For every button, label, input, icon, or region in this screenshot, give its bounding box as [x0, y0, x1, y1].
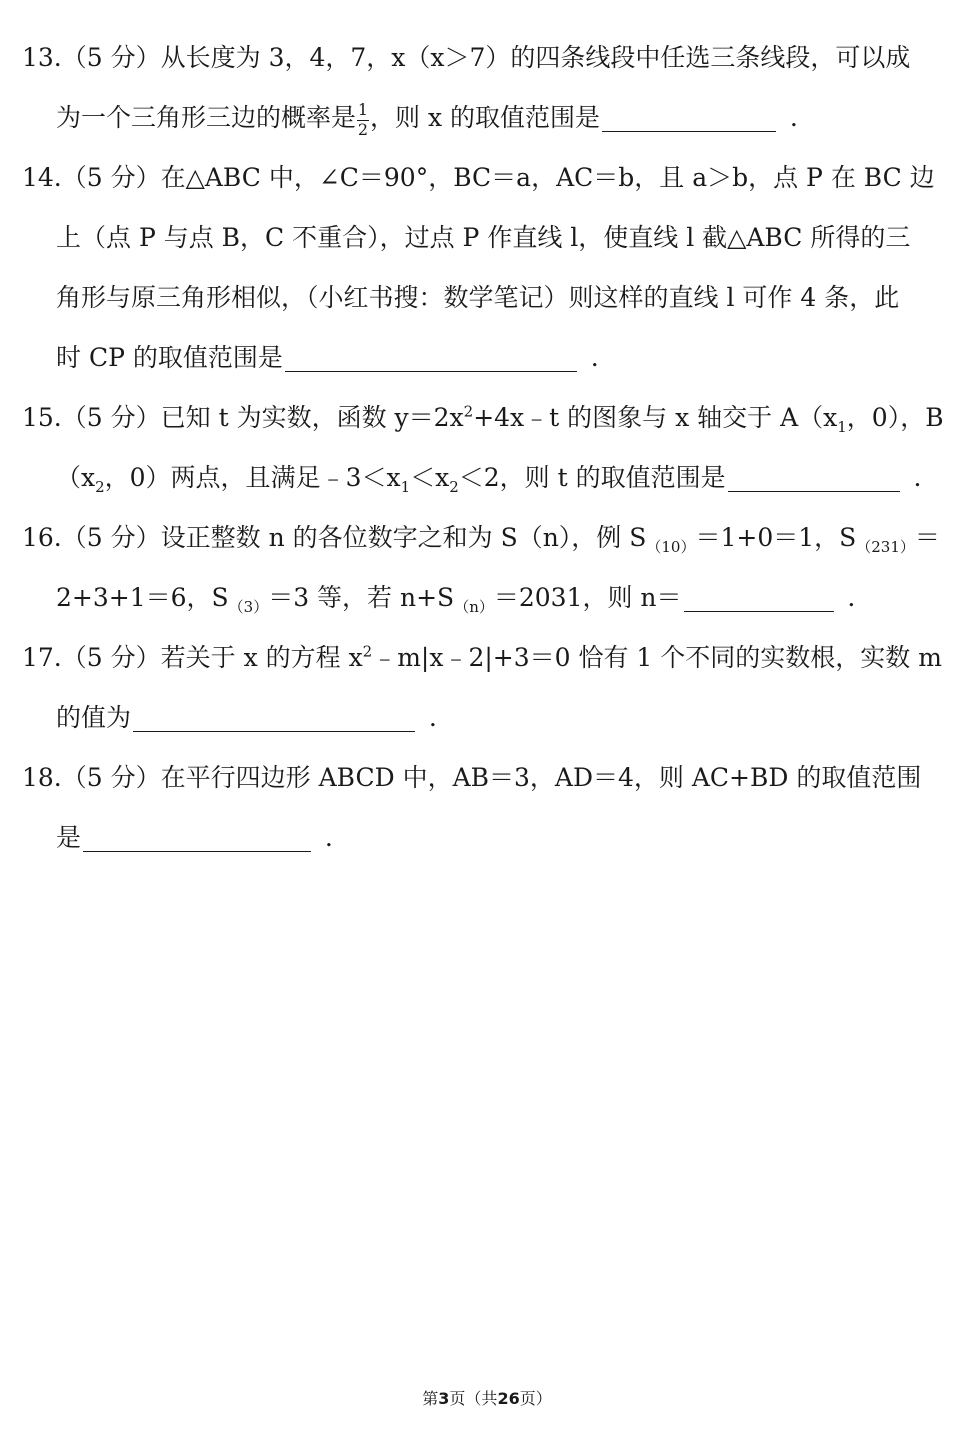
- question-score: （5 分）: [61, 163, 161, 192]
- subscript: 1: [837, 418, 847, 436]
- question-text: ，0）两点，且满足﹣3＜x: [104, 463, 401, 492]
- question-end-mark: ．: [590, 343, 616, 372]
- page-footer: [0, 1388, 974, 1410]
- question-13-line-2: [56, 99, 816, 139]
- question-16-line-2: [56, 581, 873, 615]
- question-end-mark: ．: [847, 583, 873, 612]
- question-text: 是: [56, 823, 82, 852]
- question-17-line-2: [56, 701, 454, 735]
- question-text: 在△ABC 中，∠C＝90°，BC＝a，AC＝b，且 a＞b，点 P 在 BC 边: [160, 163, 935, 192]
- question-14-line-2: [56, 221, 910, 255]
- question-number: 14.: [22, 163, 62, 192]
- question-end-mark: ．: [790, 103, 816, 132]
- question-score: （5 分）: [61, 523, 161, 552]
- question-text: ﹣m|x﹣2|+3＝0 恰有 1 个不同的实数根，实数 m: [372, 643, 942, 672]
- subscript: （n）: [454, 598, 494, 616]
- question-text: +4x﹣t 的图象与 x 轴交于 A（x: [473, 403, 838, 432]
- question-text: ＝1+0＝1，S: [695, 523, 857, 552]
- question-end-mark: ．: [325, 823, 351, 852]
- answer-blank-14[interactable]: [285, 347, 577, 372]
- question-text: 已知 t 为实数，函数 y＝2x: [160, 403, 464, 432]
- fraction-numerator: 1: [357, 99, 369, 119]
- question-text: ，0），B: [846, 403, 944, 432]
- fraction-denominator: 2: [357, 119, 369, 139]
- footer-prefix: 第: [422, 1389, 439, 1408]
- question-text: ＜2，则 t 的取值范围是: [458, 463, 726, 492]
- question-number: 13.: [22, 43, 62, 72]
- question-end-mark: ．: [429, 703, 455, 732]
- question-text: 为一个三角形三边的概率是: [56, 103, 357, 132]
- question-text: ＝: [914, 523, 940, 552]
- question-16-line-1: [22, 521, 940, 555]
- question-score: （5 分）: [61, 643, 161, 672]
- question-text: （x: [56, 463, 96, 492]
- footer-suffix: 页）: [519, 1389, 552, 1408]
- question-text: 在平行四边形 ABCD 中，AB＝3，AD＝4，则 AC+BD 的取值范围: [160, 763, 922, 792]
- question-number: 18.: [22, 763, 62, 792]
- question-14-line-3: [56, 281, 899, 315]
- answer-blank-17[interactable]: [133, 707, 415, 732]
- question-text: ，则 x 的取值范围是: [370, 103, 601, 132]
- superscript: 2: [463, 402, 474, 421]
- question-text: 上（点 P 与点 B，C 不重合），过点 P 作直线 l，使直线 l 截△ABC 所得的三: [56, 223, 911, 252]
- question-end-mark: ．: [913, 463, 939, 492]
- question-15-line-2: [56, 461, 939, 495]
- question-number: 17.: [22, 643, 62, 672]
- answer-blank-16[interactable]: [684, 587, 834, 612]
- question-text: 设正整数 n 的各位数字之和为 S（n），例 S: [160, 523, 647, 552]
- question-text: ＝3 等，若 n+S: [268, 583, 455, 612]
- superscript: 2: [362, 642, 373, 661]
- subscript: 1: [400, 478, 411, 496]
- footer-total-pages: 26: [497, 1389, 520, 1408]
- question-15-line-1: [22, 401, 944, 435]
- question-score: （5 分）: [61, 43, 161, 72]
- question-text: 时 CP 的取值范围是: [56, 343, 283, 372]
- answer-blank-13[interactable]: [602, 107, 776, 132]
- question-text: 2+3+1＝6，S: [56, 583, 229, 612]
- answer-blank-15[interactable]: [728, 467, 900, 492]
- footer-page-number: 3: [438, 1389, 450, 1408]
- subscript: 2: [95, 478, 105, 496]
- answer-blank-18[interactable]: [83, 827, 311, 852]
- subscript: （10）: [646, 538, 696, 556]
- question-text: ＜x: [410, 463, 450, 492]
- subscript: （231）: [856, 538, 915, 556]
- question-number: 16.: [22, 523, 62, 552]
- question-text: ＝2031，则 n＝: [493, 583, 682, 612]
- fraction-one-half: [356, 99, 370, 139]
- question-17-line-1: [22, 641, 942, 675]
- subscript: 2: [449, 478, 459, 496]
- subscript: （3）: [228, 598, 269, 616]
- question-text: 的值为: [56, 703, 132, 732]
- question-13-line-1: [22, 41, 910, 75]
- question-score: （5 分）: [61, 763, 161, 792]
- question-text: 若关于 x 的方程 x: [160, 643, 363, 672]
- question-18-line-2: [56, 821, 350, 855]
- question-18-line-1: [22, 761, 921, 795]
- question-text: 从长度为 3，4，7，x（x＞7）的四条线段中任选三条线段，可以成: [160, 43, 911, 72]
- question-text: 角形与原三角形相似，（小红书搜：数学笔记）则这样的直线 l 可作 4 条，此: [56, 283, 900, 312]
- footer-middle: 页（共: [449, 1389, 498, 1408]
- question-14-line-1: [22, 161, 935, 195]
- question-score: （5 分）: [61, 403, 161, 432]
- question-14-line-4: [56, 341, 616, 375]
- question-number: 15.: [22, 403, 62, 432]
